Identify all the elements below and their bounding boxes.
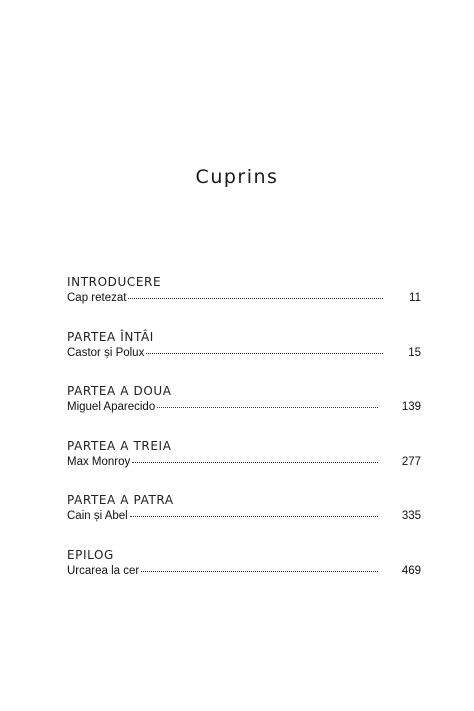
- dot-leader: [128, 298, 383, 299]
- section-label: PARTEA A DOUA: [67, 384, 172, 398]
- page-number: 11: [409, 292, 421, 304]
- entry-title: Max Monroy: [67, 455, 131, 468]
- entry-title: Miguel Aparecido: [67, 401, 156, 413]
- page-number: 335: [401, 510, 421, 522]
- dot-leader: [146, 353, 383, 354]
- toc-entry[interactable]: [67, 290, 421, 306]
- toc-section-partea-intai: [67, 329, 421, 384]
- section-label: PARTEA A PATRA: [67, 493, 174, 507]
- toc-section-epilog: [67, 547, 421, 602]
- section-label: PARTEA A TREIA: [67, 438, 172, 453]
- entry-title: Castor și Polux: [67, 346, 145, 359]
- entry-title: Cap retezat: [67, 292, 127, 304]
- toc-section-partea-a-doua: [67, 383, 421, 438]
- toc-entry[interactable]: [67, 563, 421, 579]
- section-label: PARTEA ÎNTÂI: [67, 329, 154, 344]
- toc-section-partea-a-patra: [67, 492, 421, 547]
- entry-title: Urcarea la cer: [67, 564, 140, 577]
- table-of-contents: [67, 274, 421, 601]
- toc-entry[interactable]: [67, 345, 421, 361]
- toc-entry[interactable]: [67, 454, 421, 470]
- toc-section-introducere: [67, 274, 421, 329]
- page-title: Cuprins: [195, 166, 279, 188]
- dot-leader: [157, 407, 378, 408]
- page-number: 15: [408, 346, 421, 359]
- section-label: EPILOG: [67, 547, 114, 562]
- toc-entry[interactable]: [67, 399, 421, 415]
- dot-leader: [141, 571, 378, 572]
- entry-title: Cain și Abel: [67, 510, 128, 522]
- section-label: INTRODUCERE: [67, 275, 162, 289]
- page-number: 469: [401, 564, 421, 577]
- page-number: 277: [401, 455, 421, 468]
- toc-section-partea-a-treia: [67, 438, 421, 493]
- page-number: 139: [401, 401, 421, 413]
- toc-entry[interactable]: [67, 508, 421, 524]
- dot-leader: [130, 516, 378, 517]
- dot-leader: [132, 462, 378, 463]
